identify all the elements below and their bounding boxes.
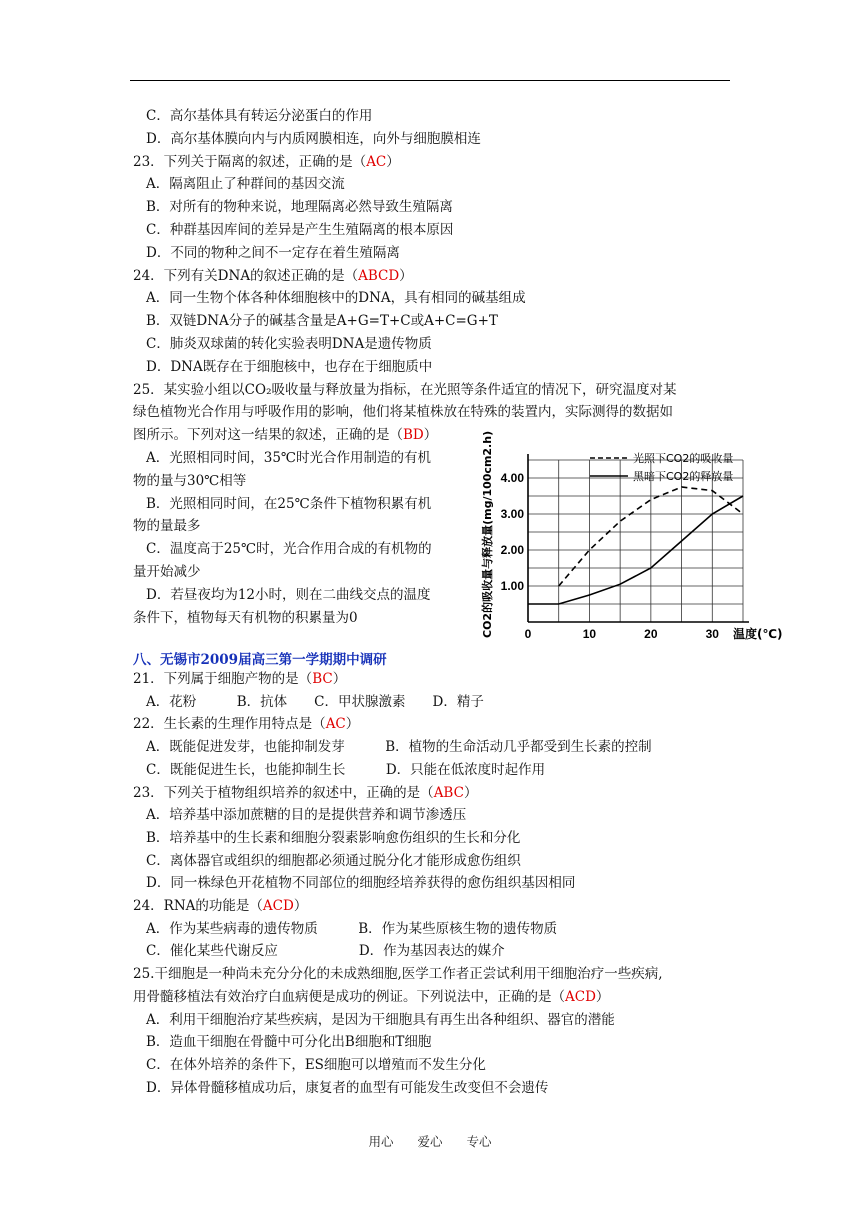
bottom-line: [146, 919, 557, 939]
line-text: A．同一生物个体各种体细胞核中的DNA，具有相同的碱基组成: [146, 290, 526, 307]
bottom-line: 用骨髓移植法有效治疗白血病便是成功的例证。下列说法中，正确的是（ACD）: [133, 988, 610, 1005]
line-text: 25．某实验小组以CO₂吸收量与释放量为指标，在光照等条件适宜的情况下，研究温度对某: [133, 381, 677, 398]
bottom-line: [146, 828, 520, 848]
q25-option-line: 量开始减少: [133, 564, 201, 580]
x-tick-label: 10: [582, 627, 597, 641]
answer-key: AC: [366, 153, 387, 170]
x-axis-label: 温度(℃): [733, 627, 783, 641]
bottom-line: [146, 1010, 615, 1030]
answer-key: AC: [325, 716, 346, 733]
q25-option-line: B．光照相同时间，在25℃条件下植物积累有机: [146, 495, 432, 512]
bottom-line: [146, 805, 466, 825]
line-text: D．不同的物种之间不一定存在着生殖隔离: [146, 244, 400, 261]
line-text: A．作为某些病毒的遗传物质 B．作为某些原核生物的遗传物质: [146, 920, 558, 937]
top-line: [146, 129, 481, 149]
line-text: C．种群基因库间的差异是产生生殖隔离的根本原因: [146, 222, 454, 238]
line-text: C．催化某些代谢反应 D．作为基因表达的媒介: [146, 943, 505, 960]
answer-key: BC: [312, 671, 333, 687]
bottom-line: 23．下列关于植物组织培养的叙述中，正确的是（ABC）: [133, 784, 478, 801]
footer-text-2: 爱心: [417, 1134, 443, 1149]
y-tick-label: 1.00: [500, 579, 524, 593]
line-text: B．对所有的物种来说，地理隔离必然导致生殖隔离: [146, 199, 453, 216]
bottom-line: 21．下列属于细胞产物的是（BC）: [133, 671, 347, 687]
footer-text-1: 用心: [368, 1134, 394, 1149]
line-text: D．异体骨髓移植成功后，康复者的血型有可能发生改变但不会遗传: [146, 1079, 549, 1096]
top-line: [133, 380, 677, 400]
line-text: 绿色植物光合作用与呼吸作用的影响，他们将某植株放在特殊的装置内，实际测得的数据如: [133, 404, 673, 421]
line-text: 23．下列关于隔离的叙述，正确的是（: [133, 153, 367, 170]
line-text: A．花粉 B．抗体 C．甲状腺激素 D．精子: [146, 693, 484, 710]
q25-option-line: 条件下，植物每天有机物的积累量为0: [133, 609, 358, 626]
co2-chart: [478, 430, 783, 680]
line-text: B．双链DNA分子的碱基含量是A+G=T+C或A+C=G+T: [146, 313, 498, 330]
bottom-line: [146, 737, 652, 757]
line-text: 22．生长素的生理作用特点是（: [133, 716, 326, 733]
answer-key: ACD: [262, 898, 294, 914]
line-text: 21．下列属于细胞产物的是（: [133, 671, 313, 687]
bottom-line: [146, 1078, 548, 1098]
line-text: A．既能促进发芽，也能抑制发芽 B．植物的生命活动几乎都受到生长素的控制: [146, 739, 652, 756]
footer: [0, 1132, 860, 1150]
y-tick-label: 3.00: [500, 507, 524, 521]
line-text: 图所示。下列对这一结果的叙述，正确的是（: [133, 427, 403, 444]
bottom-line: [133, 964, 663, 984]
answer-key: ABC: [433, 784, 464, 801]
line-text: A．培养基中添加蔗糖的目的是提供营养和调节渗透压: [146, 807, 467, 824]
line-text: C．在体外培养的条件下，ES细胞可以增殖而不发生分化: [146, 1056, 486, 1073]
q25-option-line: 物的量最多: [133, 518, 201, 535]
bottom-line: [146, 1032, 431, 1052]
line-text: B．造血干细胞在骨髓中可分化出B细胞和T细胞: [146, 1034, 432, 1051]
line-text: C．高尔基体具有转运分泌蛋白的作用: [146, 108, 373, 124]
answer-key: ABCD: [358, 267, 400, 284]
x-tick-label: 30: [705, 627, 719, 641]
bottom-line: [146, 692, 484, 712]
line-text: D．高尔基体膜向内与内质网膜相连，向外与细胞膜相连: [146, 130, 481, 147]
answer-key: ACD: [565, 988, 596, 1005]
line-text: D．同一株绿色开花植物不同部位的细胞经培养获得的愈伤组织基因相同: [146, 875, 576, 892]
top-line: [146, 197, 453, 217]
top-line: 图所示。下列对这一结果的叙述，正确的是（BD）: [133, 427, 438, 444]
line-text: D．DNA既存在于细胞核中，也存在于细胞质中: [146, 358, 433, 375]
top-line: [146, 220, 453, 240]
q25-option-line: C．温度高于25℃时，光合作用合成的有机物的: [146, 541, 432, 558]
footer-text-3: 专心: [466, 1134, 492, 1149]
line-text: C．肺炎双球菌的转化实验表明DNA是遗传物质: [146, 336, 432, 352]
bottom-line: 24．RNA的功能是（ACD）: [133, 898, 308, 914]
line-text: B．培养基中的生长素和细胞分裂素影响愈伤组织的生长和分化: [146, 829, 521, 846]
q25-option-line: A．光照相同时间，35℃时光合作用制造的有机: [146, 450, 432, 466]
top-line: [146, 311, 498, 331]
top-line: [146, 174, 345, 194]
top-line: [146, 243, 400, 263]
answer-key: BD: [403, 427, 424, 444]
top-line: 24．下列有关DNA的叙述正确的是（ABCD）: [133, 267, 413, 284]
line-text: C．既能促进生长，也能抑制生长 D．只能在低浓度时起作用: [146, 761, 546, 778]
top-line: [146, 357, 432, 377]
top-line: [146, 334, 432, 354]
header-rule: [130, 80, 730, 81]
line-text: 24．RNA的功能是（: [133, 898, 263, 914]
line-text: 25.干细胞是一种尚未充分分化的未成熟细胞,医学工作者正尝试利用干细胞治疗一些疾病,: [133, 966, 663, 983]
line-text: A．隔离阻止了种群间的基因交流: [146, 176, 345, 193]
line-text: 24．下列有关DNA的叙述正确的是（: [133, 267, 359, 284]
y-axis-label: CO2的吸收量与释放量(mg/100cm2.h): [481, 430, 494, 638]
legend-label: 光照下CO2的吸收量: [633, 452, 734, 465]
bottom-line: 22．生长素的生理作用特点是（AC）: [133, 716, 360, 733]
top-line: 23．下列关于隔离的叙述，正确的是（AC）: [133, 153, 400, 170]
bottom-line: [146, 760, 545, 780]
legend-label: 黑暗下CO2的释放量: [633, 470, 734, 483]
line-text: 23．下列关于植物组织培养的叙述中，正确的是（: [133, 784, 434, 801]
line-text: A．利用干细胞治疗某些疾病，是因为干细胞具有再生出各种组织、器官的潜能: [146, 1011, 615, 1028]
line-text: 用骨髓移植法有效治疗白血病便是成功的例证。下列说法中，正确的是（: [133, 988, 565, 1005]
bottom-line: [146, 1055, 486, 1075]
bottom-line: [146, 873, 575, 893]
q25-option-line: 物的量与30℃相等: [133, 472, 247, 489]
top-line: [146, 106, 372, 126]
line-text: C．离体器官或组织的细胞都必须通过脱分化才能形成愈伤组织: [146, 852, 521, 869]
y-tick-label: 2.00: [500, 543, 524, 557]
q25-option-line: D．若昼夜均为12小时，则在二曲线交点的温度: [146, 586, 431, 603]
y-tick-label: 4.00: [500, 471, 524, 485]
top-line: [146, 288, 526, 308]
section-title: 八、无锡市2009届高三第一学期期中调研: [133, 652, 387, 668]
top-line: [133, 402, 673, 422]
bottom-line: [146, 941, 505, 961]
bottom-line: [146, 851, 521, 871]
x-tick-label: 0: [524, 627, 532, 641]
x-tick-label: 20: [644, 627, 658, 641]
